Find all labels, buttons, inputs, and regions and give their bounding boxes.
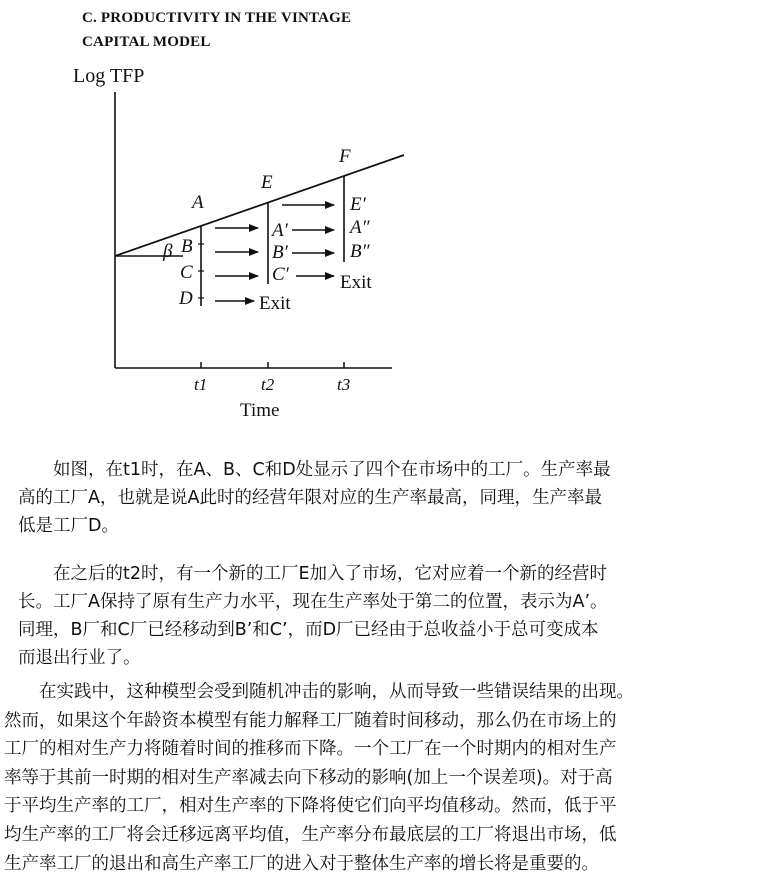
paragraph-1-line: 高的工厂A，也就是说A此时的经营年限对应的生产率最高，同理，生产率最 [18, 488, 602, 508]
point-e-label: E [261, 172, 273, 193]
point-a-double-prime-label: A″ [350, 217, 370, 238]
paragraph-1-line: 低是工厂D。 [18, 516, 119, 536]
tick-t2-label: t2 [261, 375, 275, 394]
x-axis-label: Time [240, 400, 280, 421]
paragraph-3-line: 均生产率的工厂将会迁移远离平均值，生产率分布最底层的工厂将退出市场，低 [4, 824, 617, 845]
paragraph-2-line: 同理，B厂和C厂已经移动到B’和C’，而D厂已经由于总收益小于总可变成本 [18, 620, 599, 640]
paragraph-3-line: 率等于其前一时期的相对生产率减去向下移动的影响(加上一个误差项)。对于高 [4, 767, 613, 788]
point-c-label: C [180, 262, 193, 283]
paragraph-3-line: 然而，如果这个年龄资本模型有能力解释工厂随着时间移动，那么仍在市场上的 [4, 710, 617, 731]
exit-label-t1: Exit [259, 293, 291, 314]
paragraph-1 [18, 456, 611, 540]
exit-label-t2: Exit [340, 272, 372, 293]
paragraph-1-line: 如图，在t1时，在A、B、C和D处显示了四个在市场中的工厂。生产率最 [18, 460, 611, 480]
tick-t1-label: t1 [194, 375, 208, 394]
figure-heading-line-1: C. PRODUCTIVITY IN THE VINTAGE [82, 10, 352, 26]
figure-heading-line-2: CAPITAL MODEL [82, 34, 211, 50]
paragraph-3-line: 在实践中，这种模型会受到随机冲击的影响，从而导致一些错误结果的出现。 [4, 682, 634, 702]
point-a-label: A [192, 192, 204, 213]
point-a-prime-label: A′ [272, 220, 288, 241]
point-c-prime-label: C′ [272, 264, 289, 285]
point-f-label: F [339, 146, 351, 167]
point-b-label: B [181, 236, 193, 257]
paragraph-3 [4, 678, 634, 878]
paragraph-3-line: 于平均生产率的工厂，相对生产率的下降将使它们向平均值移动。然而，低于平 [4, 796, 617, 817]
tick-t3-label: t3 [337, 375, 351, 394]
point-d-label: D [179, 288, 193, 309]
slope-beta-label: β [163, 241, 173, 262]
point-b-double-prime-label: B″ [350, 241, 370, 262]
paragraph-2-line: 而退出行业了。 [18, 648, 141, 668]
y-axis-label: Log TFP [73, 65, 145, 87]
paragraph-2-line: 在之后的t2时，有一个新的工厂E加入了市场，它对应着一个新的经营时 [18, 564, 608, 584]
point-e-prime-label: E′ [350, 194, 366, 215]
paragraph-3-line: 生产率工厂的退出和高生产率工厂的进入对于整体生产率的增长将是重要的。 [4, 853, 599, 874]
paragraph-2-line: 长。工厂A保持了原有生产力水平，现在生产率处于第二的位置，表示为A’。 [18, 592, 608, 612]
point-b-prime-label: B′ [272, 242, 288, 263]
paragraph-2 [18, 560, 608, 672]
paragraph-3-line: 工厂的相对生产力将随着时间的推移而下降。一个工厂在一个时期内的相对生产 [4, 739, 617, 760]
